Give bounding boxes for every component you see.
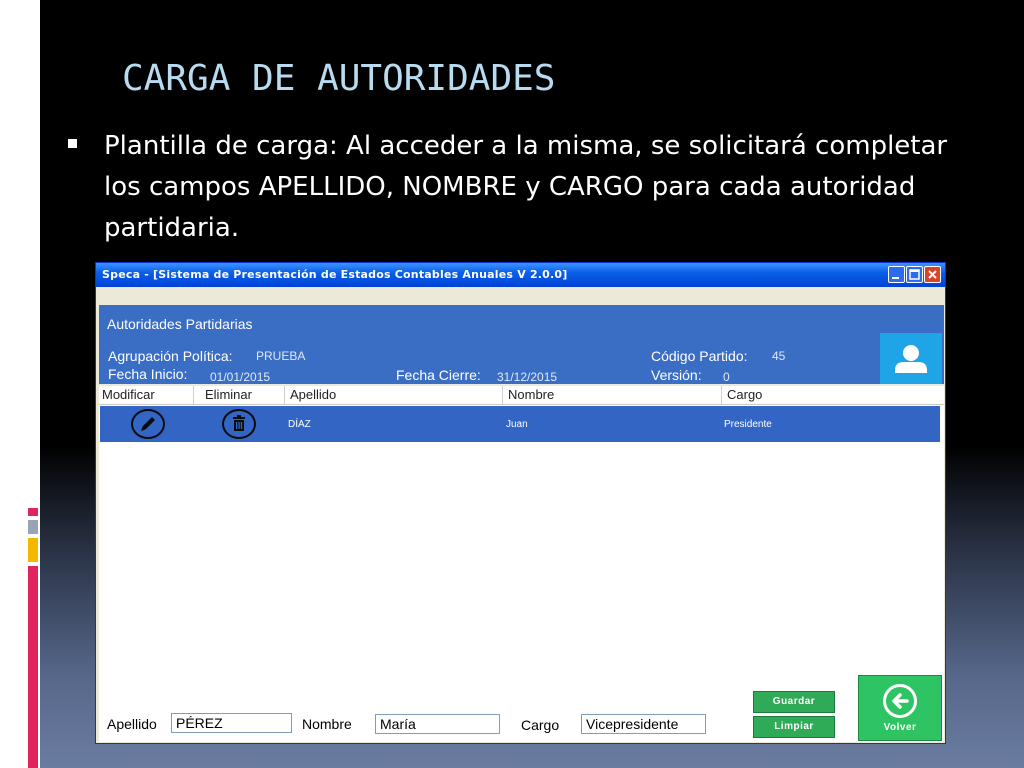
codigo-value: 45	[772, 349, 786, 363]
row-cargo: Presidente	[724, 419, 772, 430]
app-window	[95, 262, 946, 744]
nombre-label: Nombre	[302, 716, 352, 732]
column-header-eliminar[interactable]: Eliminar	[205, 387, 252, 402]
agrupacion-value: PRUEBA	[256, 349, 306, 363]
maximize-icon[interactable]	[906, 266, 923, 283]
fecha-cierre-label: Fecha Cierre:	[396, 367, 481, 383]
delete-button[interactable]	[222, 409, 256, 439]
apellido-label: Apellido	[107, 716, 157, 732]
decor-bar-red-top	[28, 508, 38, 516]
fecha-cierre-value: 31/12/2015	[497, 370, 558, 384]
version-value: 0	[723, 370, 730, 384]
table-row[interactable]	[100, 406, 940, 442]
grid-header	[99, 386, 944, 405]
apellido-input[interactable]	[171, 713, 292, 733]
guardar-button[interactable]: Guardar	[753, 691, 835, 713]
column-divider	[193, 386, 194, 404]
slide-bullet-text: Plantilla de carga: Al acceder a la misma, se solicitará completar los campos APELLIDO, NOMBRE y CARGO para cada autoridad partidaria.	[104, 131, 948, 243]
column-divider	[721, 386, 722, 404]
header-panel	[99, 305, 944, 384]
agrupacion-label: Agrupación Política:	[108, 348, 233, 364]
column-header-modificar[interactable]: Modificar	[102, 387, 155, 402]
nombre-input[interactable]	[375, 714, 500, 734]
close-icon[interactable]	[924, 266, 941, 283]
cargo-label: Cargo	[521, 717, 560, 733]
version-label: Versión:	[651, 367, 702, 383]
window-titlebar[interactable]	[96, 263, 945, 287]
column-divider	[502, 386, 503, 404]
slide-title: CARGA DE AUTORIDADES	[122, 58, 556, 99]
row-nombre: Juan	[506, 419, 528, 430]
bullet-square-icon	[68, 139, 77, 148]
user-icon	[880, 333, 942, 384]
trash-icon	[224, 411, 254, 437]
volver-button[interactable]	[858, 675, 942, 741]
codigo-label: Código Partido:	[651, 348, 748, 364]
decor-bar-pink	[28, 566, 38, 768]
row-apellido: DÍAZ	[288, 419, 311, 430]
arrow-left-circle-icon	[883, 684, 917, 718]
pencil-icon	[133, 411, 163, 437]
user-avatar	[880, 333, 942, 384]
grid-body	[99, 405, 944, 700]
section-title: Autoridades Partidarias	[107, 316, 253, 332]
window-title: Speca - [Sistema de Presentación de Estados Contables Anuales V 2.0.0]	[102, 268, 568, 281]
decor-bar-yellow	[28, 538, 38, 562]
limpiar-button[interactable]: Limpiar	[753, 716, 835, 738]
volver-label: Volver	[883, 722, 917, 733]
decor-bar-top-white	[14, 0, 30, 118]
fecha-inicio-value: 01/01/2015	[210, 370, 271, 384]
column-divider	[284, 386, 285, 404]
column-header-apellido[interactable]: Apellido	[290, 387, 337, 402]
decor-bar-gray	[28, 520, 38, 534]
edit-button[interactable]	[131, 409, 165, 439]
column-header-cargo[interactable]: Cargo	[727, 387, 763, 402]
fecha-inicio-label: Fecha Inicio:	[108, 366, 188, 382]
menu-strip	[96, 287, 945, 303]
cargo-input[interactable]	[581, 714, 706, 734]
column-header-nombre[interactable]: Nombre	[508, 387, 555, 402]
minimize-icon[interactable]	[888, 266, 905, 283]
